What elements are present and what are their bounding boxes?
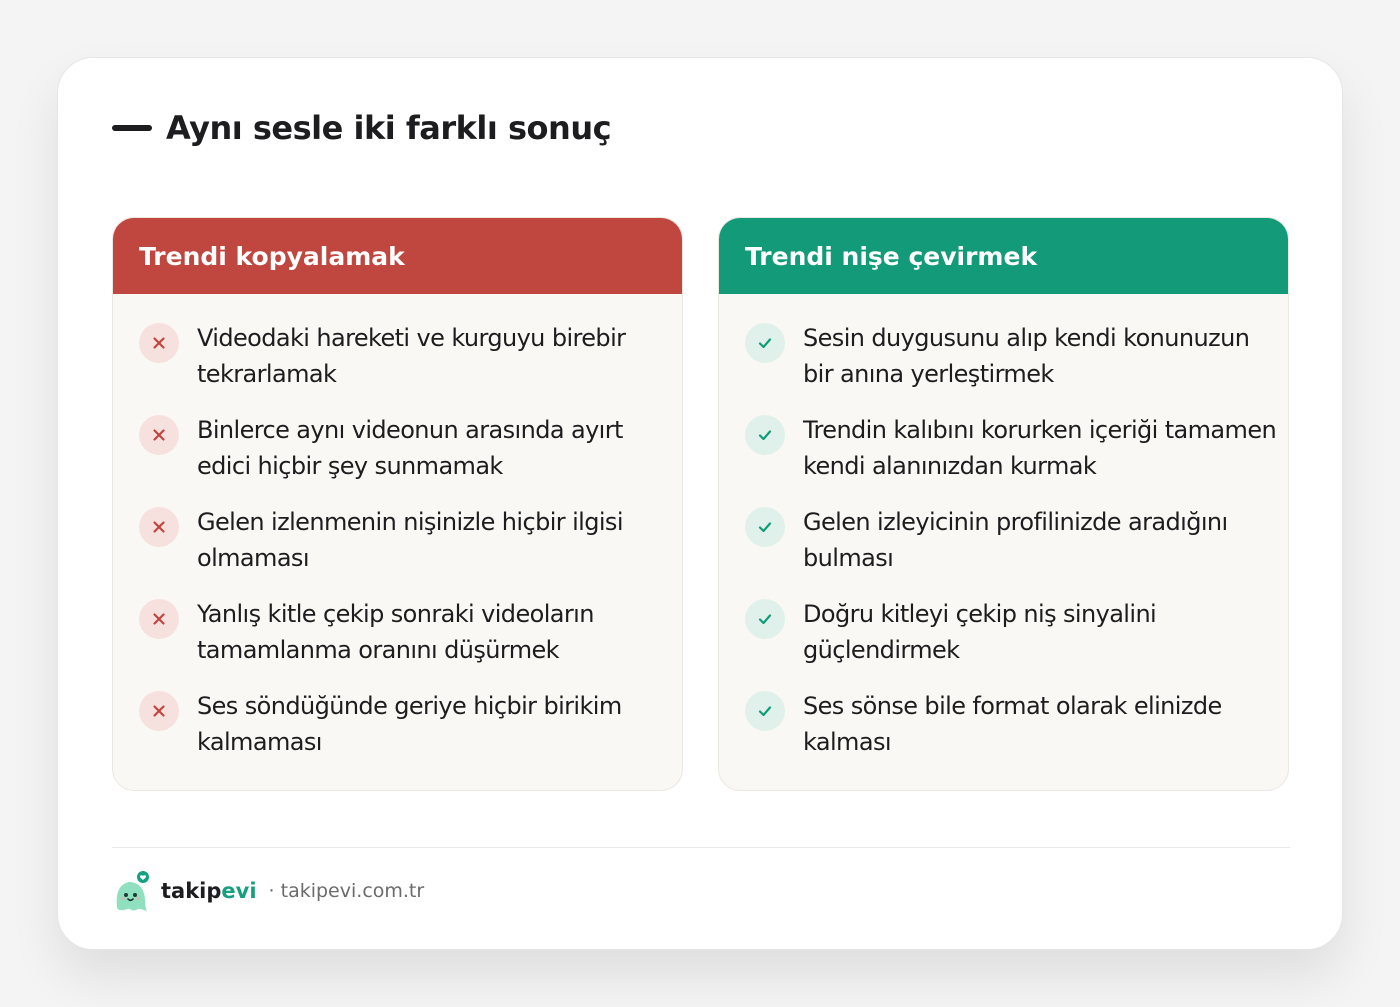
footer-divider	[112, 847, 1290, 848]
list-item	[719, 596, 1288, 688]
page-title: Aynı sesle iki farklı sonuç	[166, 109, 612, 147]
list-item-text: Ses sönse bile format olarak elinizde kalması	[803, 692, 1222, 756]
list-item	[113, 320, 682, 412]
list-item-text: Yanlış kitle çekip sonraki videoların tamamlanma oranını düşürmek	[197, 600, 594, 664]
list-item-text: Doğru kitleyi çekip niş sinyalini güçlendirmek	[803, 600, 1157, 664]
comparison-card	[57, 57, 1343, 950]
x-icon	[139, 599, 179, 639]
check-icon	[745, 599, 785, 639]
list-item-text: Videodaki hareketi ve kurguyu birebir tekrarlamak	[197, 324, 626, 388]
list-item	[719, 504, 1288, 596]
check-icon	[745, 507, 785, 547]
title-dash	[112, 125, 152, 131]
niche-trend-panel	[718, 217, 1289, 791]
list-item-text: Ses söndüğünde geriye hiçbir birikim kalmaması	[197, 692, 622, 756]
copy-trend-panel	[112, 217, 683, 791]
title-row	[112, 106, 611, 150]
brand-logo	[161, 879, 257, 903]
list-item	[113, 504, 682, 596]
x-icon	[139, 507, 179, 547]
check-icon	[745, 323, 785, 363]
x-icon	[139, 323, 179, 363]
copy-trend-list	[113, 294, 682, 780]
list-item	[113, 412, 682, 504]
ghost-mascot-icon	[112, 870, 150, 912]
list-item	[113, 688, 682, 780]
list-item	[719, 412, 1288, 504]
list-item	[719, 688, 1288, 780]
check-icon	[745, 691, 785, 731]
list-item-text: Binlerce aynı videonun arasında ayırt edici hiçbir şey sunmamak	[197, 416, 623, 480]
footer	[112, 870, 424, 912]
copy-trend-heading: Trendi kopyalamak	[113, 218, 682, 294]
list-item-text: Trendin kalıbını korurken içeriği tamamen kendi alanınızdan kurmak	[803, 416, 1277, 480]
niche-trend-heading: Trendi nişe çevirmek	[719, 218, 1288, 294]
x-icon	[139, 691, 179, 731]
x-icon	[139, 415, 179, 455]
niche-trend-list	[719, 294, 1288, 780]
website-url: · takipevi.com.tr	[268, 880, 425, 902]
check-icon	[745, 415, 785, 455]
list-item	[113, 596, 682, 688]
list-item-text: Gelen izleyicinin profilinizde aradığını bulması	[803, 508, 1228, 572]
list-item-text: Sesin duygusunu alıp kendi konunuzun bir anına yerleştirmek	[803, 324, 1250, 388]
brand-name-accent: evi	[221, 879, 257, 903]
list-item	[719, 320, 1288, 412]
list-item-text: Gelen izlenmenin nişinizle hiçbir ilgisi olmaması	[197, 508, 623, 572]
brand-name-main: takip	[161, 879, 222, 903]
